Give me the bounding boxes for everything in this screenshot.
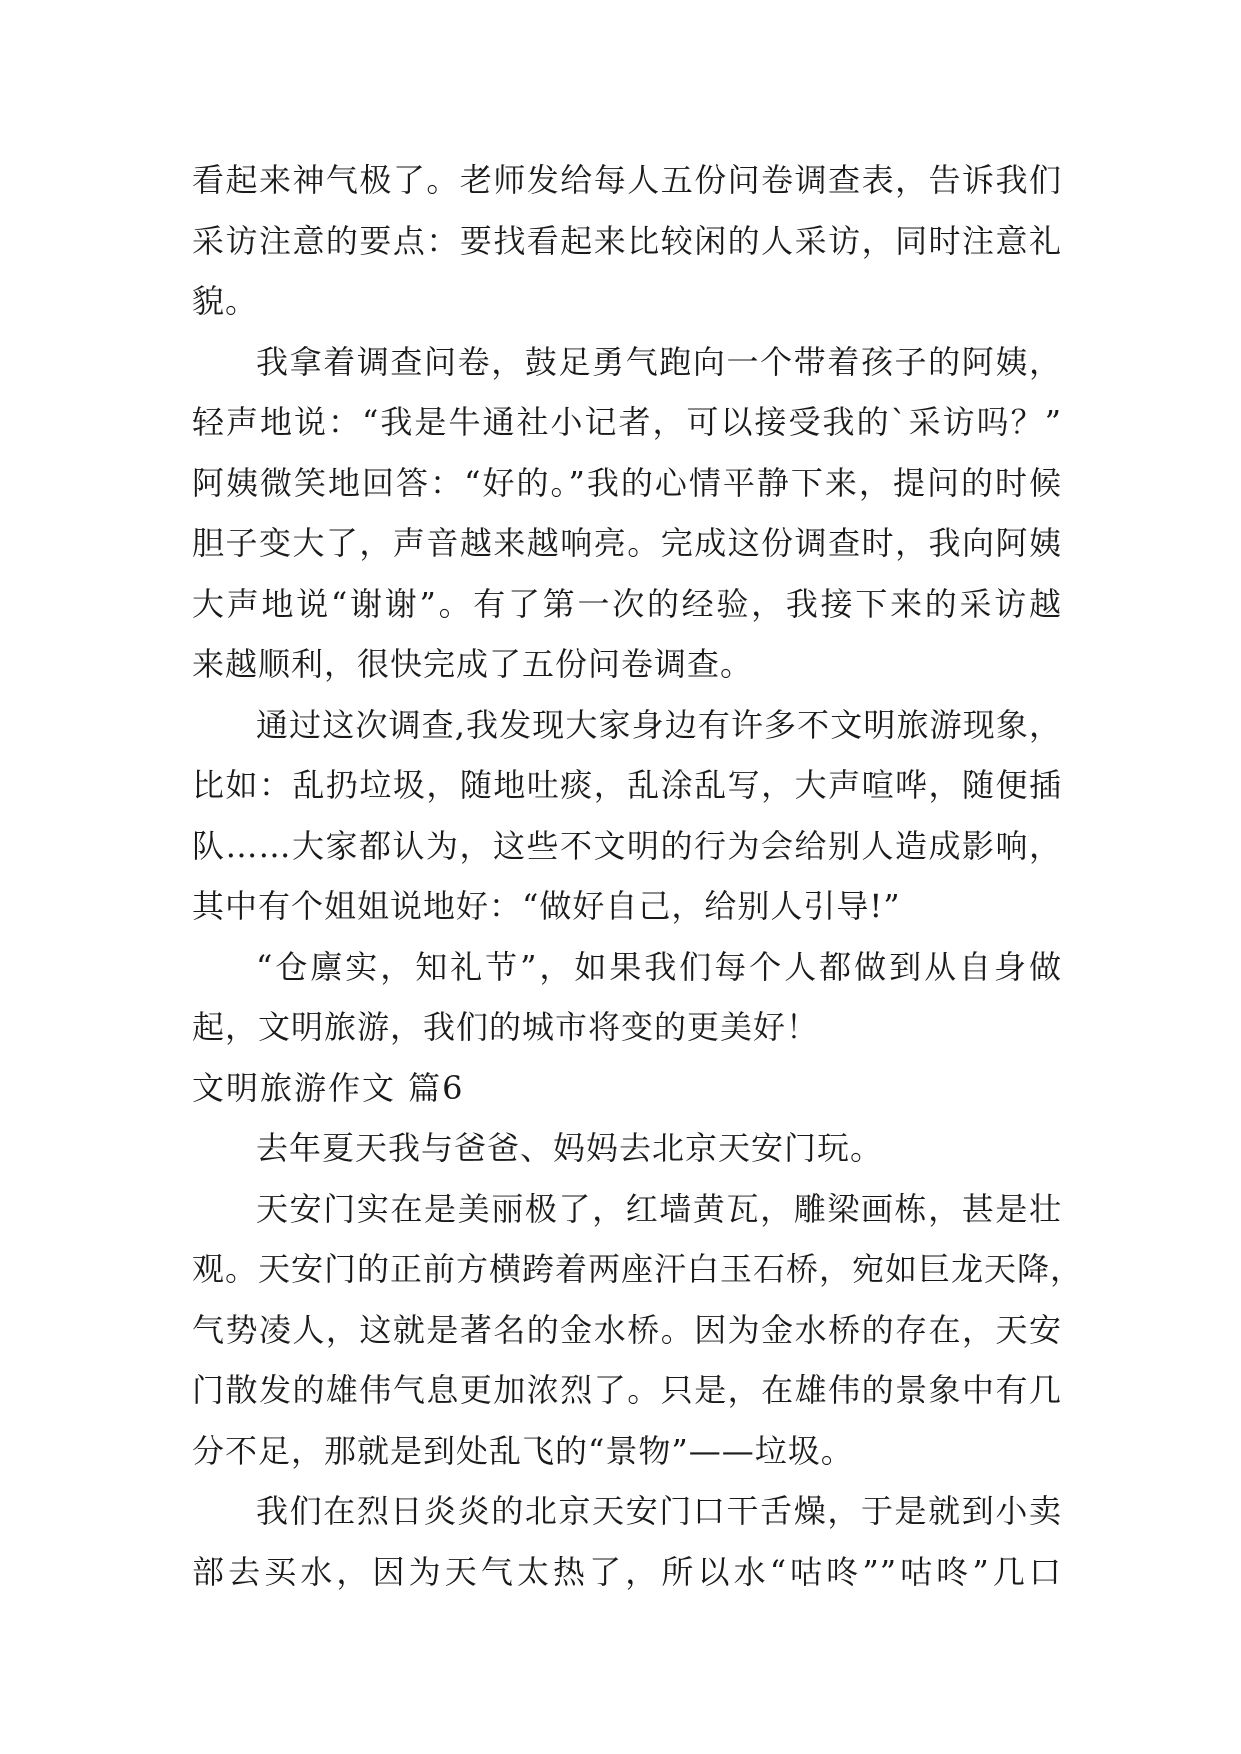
text-line: 起，文明旅游，我们的城市将变的更美好！ — [192, 1008, 820, 1046]
text-line: 队……大家都认为，这些不文明的行为会给别人造成影响， — [192, 826, 1062, 865]
text-line: 天安门实在是美丽极了，红墙黄瓦，雕梁画栋，甚是壮 — [256, 1189, 1062, 1228]
text-line: 分不足，那就是到处乱飞的“景物”——垃圾。 — [192, 1431, 854, 1470]
text-line: 比如：乱扔垃圾，随地吐痰，乱涂乱写，大声喧哗，随便插 — [192, 766, 1062, 804]
text-line: 看起来神气极了。老师发给每人五份问卷调查表，告诉我们 — [192, 161, 1062, 199]
text-line: 阿姨微笑地回答：“好的。”我的心情平静下来，提问的时候 — [192, 463, 1062, 502]
text-line: 其中有个姐姐说地好：“做好自己，给别人引导!” — [192, 887, 901, 925]
text-line: 部去买水，因为天气太热了，所以水“咕咚””咕咚”几口 — [192, 1552, 1062, 1591]
document-page — [192, 150, 1084, 1602]
text-line: 去年夏天我与爸爸、妈妈去北京天安门玩。 — [256, 1129, 884, 1167]
text-line: 胆子变大了，声音越来越响亮。完成这份调查时，我向阿姨 — [192, 524, 1062, 562]
text-line: 通过这次调查,我发现大家身边有许多不文明旅游现象， — [256, 705, 1062, 744]
text-line: 气势凌人，这就是著名的金水桥。因为金水桥的存在，天安 — [192, 1310, 1062, 1349]
text-line: 门散发的雄伟气息更加浓烈了。只是，在雄伟的景象中有几 — [192, 1371, 1062, 1409]
text-line: 观。天安门的正前方横跨着两座汗白玉石桥，宛如巨龙天降， — [192, 1250, 1084, 1288]
text-line: 我拿着调查问卷，鼓足勇气跑向一个带着孩子的阿姨， — [256, 342, 1062, 381]
text-line: 来越顺利，很快完成了五份问卷调查。 — [192, 645, 754, 683]
text-line: 轻声地说：“我是牛通社小记者，可以接受我的`采访吗？” — [192, 403, 1062, 441]
section-heading: 文明旅游作文 篇6 — [192, 1068, 465, 1107]
text-line: 貌。 — [192, 282, 259, 320]
text-line: 大声地说“谢谢”。有了第一次的经验，我接下来的采访越 — [192, 584, 1062, 623]
text-line: 采访注意的要点：要找看起来比较闲的人采访，同时注意礼 — [192, 221, 1062, 260]
text-line: 我们在烈日炎炎的北京天安门口干舌燥，于是就到小卖 — [256, 1492, 1062, 1530]
text-line: “仓廪实，知礼节”，如果我们每个人都做到从自身做 — [256, 947, 1062, 986]
